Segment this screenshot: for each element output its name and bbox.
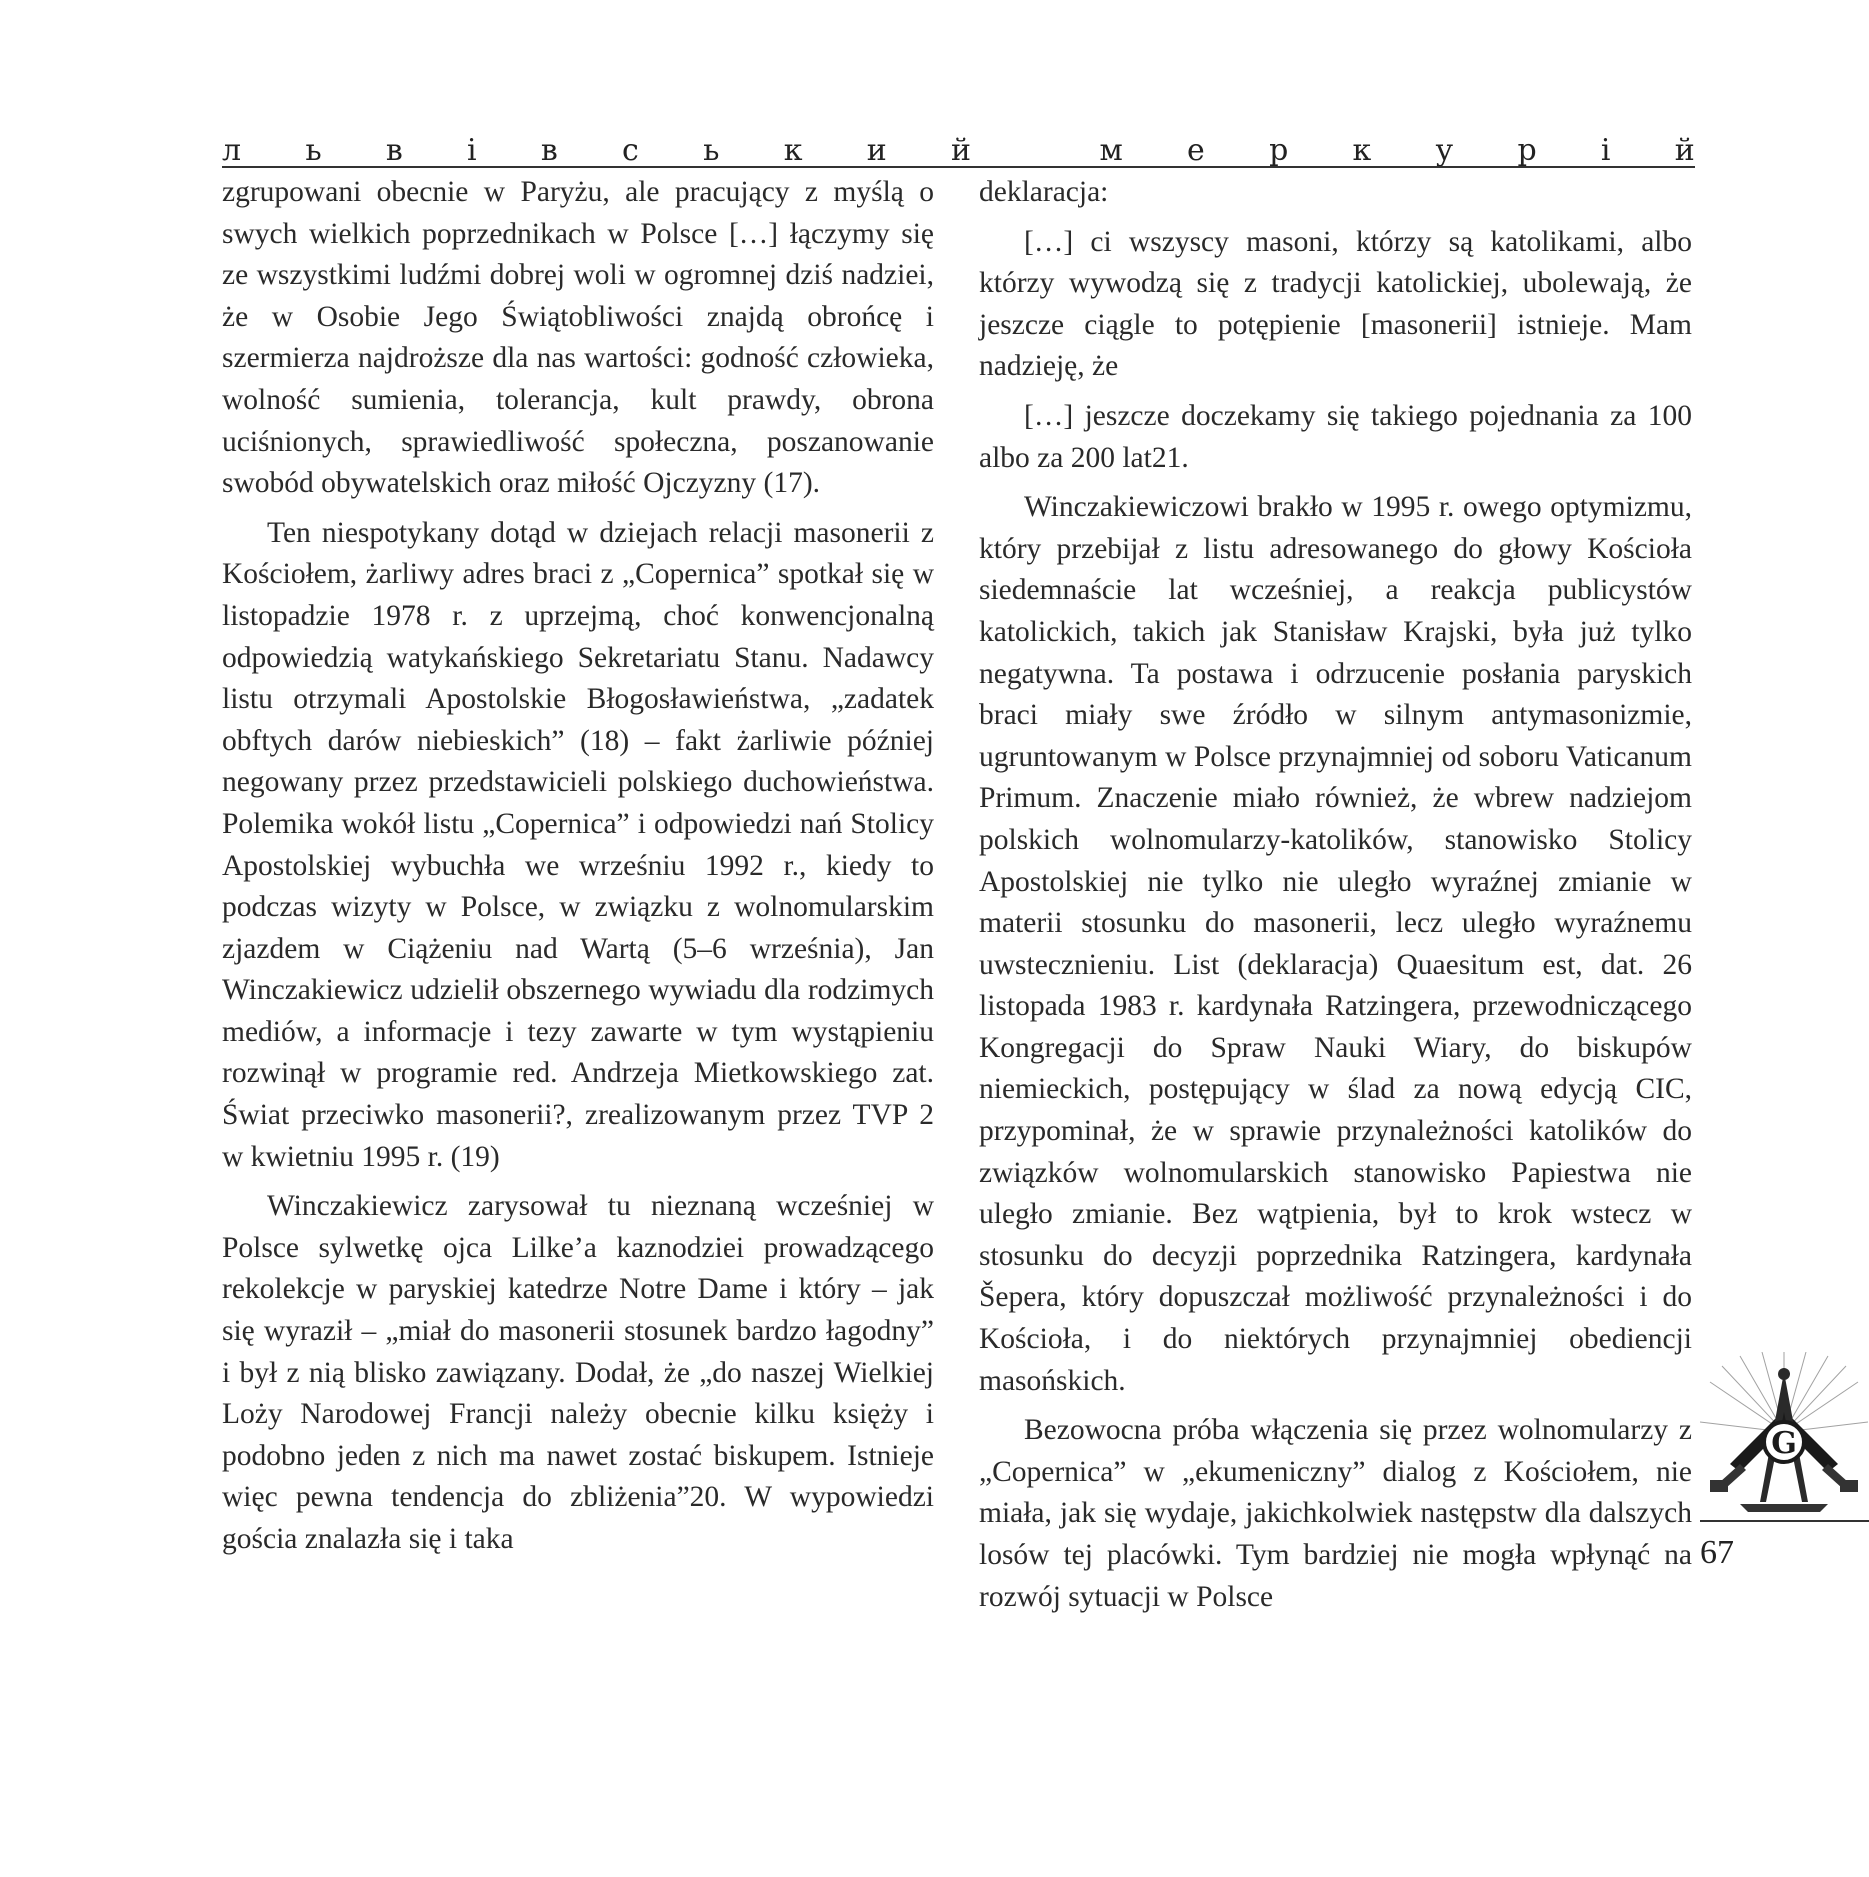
- page-number: 67: [1700, 1534, 1734, 1571]
- running-head-letter: й: [1674, 133, 1695, 168]
- running-head-letter: е: [1187, 133, 1205, 168]
- running-head-letter: л: [222, 133, 242, 168]
- running-head-letter: р: [1269, 133, 1289, 168]
- running-head-letter: і: [1600, 133, 1611, 168]
- running-head: [222, 128, 1695, 168]
- paragraph: zgrupowani obecnie w Paryżu, ale pracujący z myślą o swych wielkich poprzednikach w Polsce […] łączymy się ze wszystkimi ludźmi dobrej woli w ogromnej dziś nadziei, że w Osobie Jego Świątobliwości znajdą obrońcę i szermierza najdroższe dla nas wartości: godność człowieka, wolność sumienia, tolerancja, kult prawdy, obrona uciśnionych, sprawiedliwość społeczna, poszanowanie swobód obywatelskich oraz miłość Ojczyzny (17).: [222, 176, 934, 500]
- running-head-letter: ь: [305, 133, 322, 168]
- running-head-letter: і: [467, 133, 477, 168]
- quote-paragraph: […] ci wszyscy masoni, którzy są katolikami, albo którzy wywodzą się z tradycji katolickiej, ubolewają, że jeszcze ciągle to potępienie [masonerii] istnieje. Mam nadzieję, że: [979, 225, 1692, 383]
- running-head-letter: к: [783, 133, 803, 168]
- paragraph: deklaracja:: [979, 176, 1109, 208]
- running-head-letter: с: [622, 133, 639, 168]
- left-column: [222, 172, 934, 1569]
- running-head-letter: в: [540, 133, 558, 168]
- running-head-letter: р: [1517, 133, 1537, 168]
- quote-paragraph: […] jeszcze doczekamy się takiego pojednania za 100 albo za 200 lat21.: [979, 399, 1692, 474]
- running-head-letter: й: [950, 133, 971, 168]
- emblem-letter: G: [1771, 1426, 1797, 1461]
- running-head-letter: у: [1435, 133, 1454, 168]
- running-head-letter: и: [866, 133, 887, 168]
- running-head-letter: ь: [703, 133, 720, 168]
- right-column: [979, 172, 1692, 1626]
- paragraph: Bezowocna próba włączenia się przez wolnomularzy z „Copernica” w „ekumeniczny” dialog z Kościołem, nie miała, jak się wydaje, jakichkolwiek następstw dla dalszych losów tej placówki. Tym bardziej nie mogła wpłynąć na rozwój sytuacji w Polsce: [979, 1414, 1692, 1613]
- paragraph: Winczakiewiczowi brakło w 1995 r. owego optymizmu, który przebijał z listu adresowanego do głowy Kościoła siedemnaście lat wcześniej, a reakcja publicystów katolickich, takich jak Stanisław Krajski, była już tylko negatywna. Ta postawa i odrzucenie posłania paryskich braci miały swe źródło w silnym antymasonizmie, ugruntowanym w Polsce przynajmniej od soboru Vaticanum Primum. Znaczenie miało również, że wbrew nadziejom polskich wolnomularzy-katolików, stanowisko Stolicy Apostolskiej nie tylko nie uległo wyraźnej zmianie w materii stosunku do masonerii, lecz uległo wyraźnemu uwstecznieniu. List (deklaracja) Quaesitum est, dat. 26 listopada 1983 r. kardynała Ratzingera, przewodniczącego Kongregacji do Spraw Nauki Wiary, do biskupów niemieckich, postępujący w ślad za nową edycją CIC, przypominał, że w sprawie przynależności katolików do związków wolnomularskich stanowisko Papiestwa nie uległo zmianie. Bez wątpienia, był to krok wstecz w stosunku do decyzji poprzednika Ratzingera, kardynała Šepera, który dopuszczał możliwość przynależności i do Kościoła, i do niektórych przynajmniej obediencji masońskich.: [979, 491, 1692, 1397]
- paragraph: Winczakiewicz zarysował tu nieznaną wcześniej w Polsce sylwetkę ojca Lilke’a kaznodziei prowadzącego rekolekcje w paryskiej katedrze Notre Dame i który – jak się wyraził – „miał do masonerii stosunek bardzo łagodny” i był z nią blisko zawiązany. Dodał, że „do naszej Wielkiej Loży Narodowej Francji należy obecnie kilku księży i podobno jeden z nich ma nawet zostać biskupem. Istnieje więc pewna tendencja do zbliżenia”20. W wypowiedzi gościa znalazła się i taka: [222, 1190, 934, 1555]
- masonic-emblem-icon: [1700, 1352, 1868, 1520]
- running-head-letter: м: [1099, 133, 1123, 168]
- header-rule: [222, 166, 1695, 168]
- running-head-letter: к: [1352, 133, 1372, 168]
- running-head-letter: в: [385, 133, 403, 168]
- paragraph: Ten niespotykany dotąd w dziejach relacji masonerii z Kościołem, żarliwy adres braci z „Copernica” spotkał się w listopadzie 1978 r. z uprzejmą, choć konwencjonalną odpowiedzią watykańskiego Sekretariatu Stanu. Nadawcy listu otrzymali Apostolskie Błogosławieństwa, „zadatek obftych darów niebieskich” (18) – fakt żarliwie później negowany przez przedstawicieli polskiego duchowieństwa. Polemika wokół listu „Copernica” i odpowiedzi nań Stolicy Apostolskiej wybuchła we wrześniu 1992 r., kiedy to podczas wizyty w Polsce, w związku z wolnomularskim zjazdem w Ciążeniu nad Wartą (5–6 września), Jan Winczakiewicz udzielił obszernego wywiadu dla rodzimych mediów, a informacje i tezy zawarte w tym wystąpieniu rozwinął w programie red. Andrzeja Mietkowskiego zat. Świat przeciwko masonerii?, zrealizowanym przez TVP 2 w kwietniu 1995 r. (19): [222, 516, 934, 1173]
- emblem-rule: [1700, 1520, 1869, 1522]
